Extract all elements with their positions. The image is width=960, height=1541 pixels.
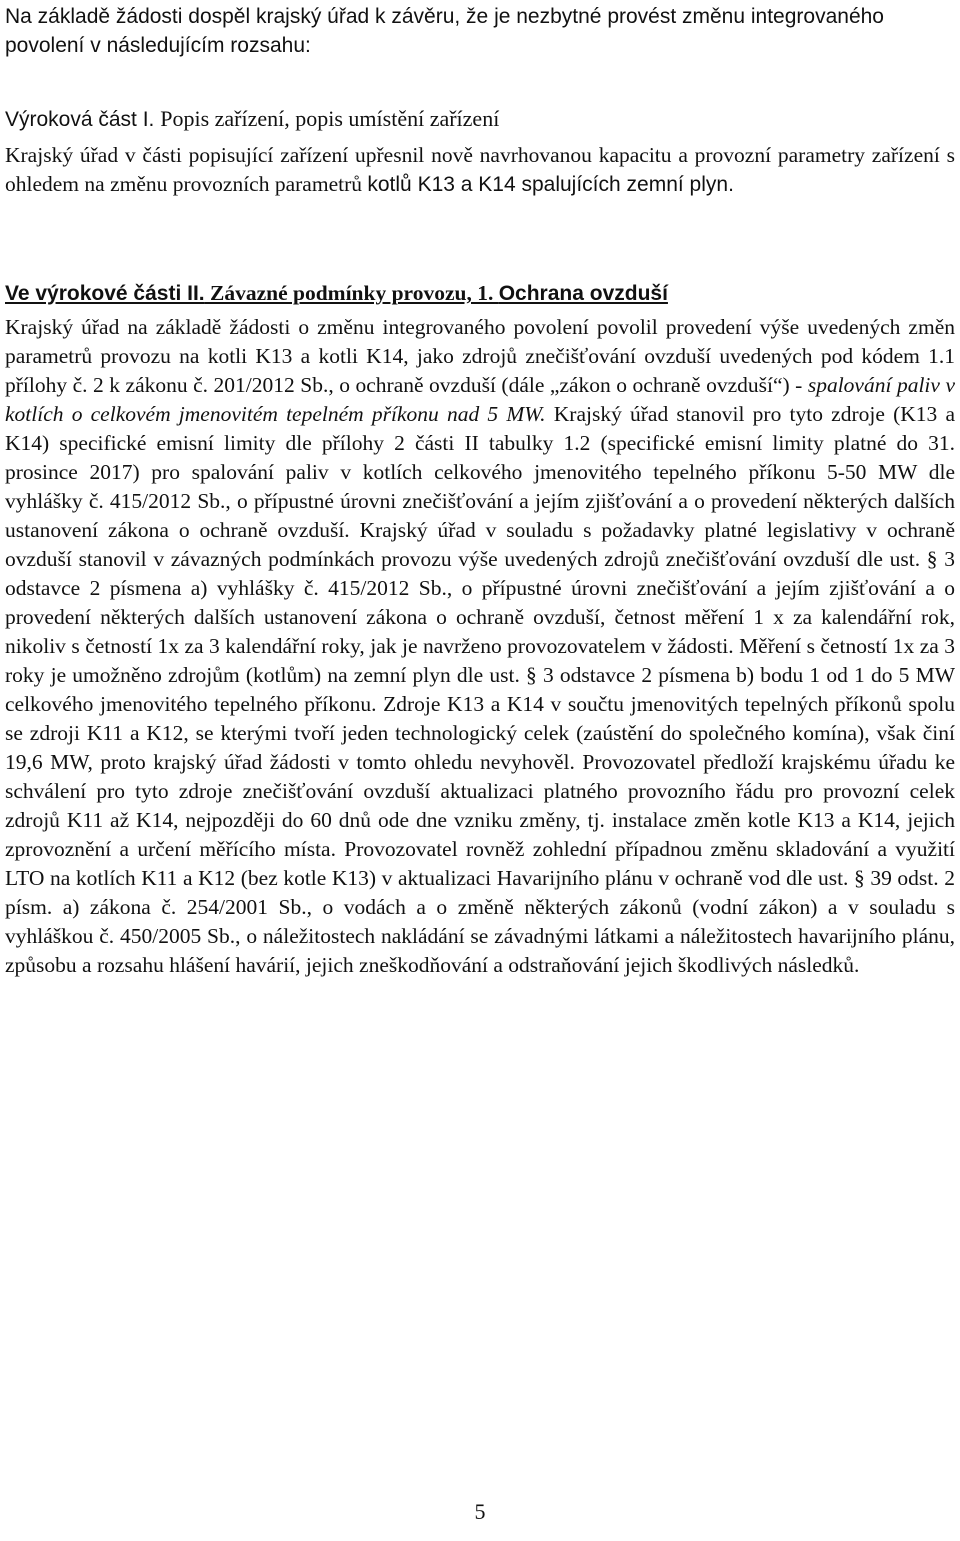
section1-heading-lead: Výroková část I.	[5, 108, 155, 131]
section2-body	[5, 313, 955, 980]
section1-body-text-sans: kotlů K13 a K14 spalujících zemní plyn.	[367, 173, 734, 196]
section2-heading-end: Ochrana ovzduší	[498, 282, 668, 305]
section1-heading-title: Popis zařízení, popis umístění zařízení	[160, 106, 500, 131]
page-number: 5	[474, 1499, 486, 1524]
section1-heading	[5, 104, 955, 134]
section1-body-text: Krajský úřad v části popisující zařízení upřesnil nově navrhovanou kapacitu a provozní parametry zařízení s ohledem na změnu provozních parametrů	[5, 143, 955, 196]
section1-body	[5, 141, 955, 199]
section2-heading-lead: Ve výrokové části II.	[5, 282, 205, 305]
section2-body-part1: Krajský úřad na základě žádosti o změnu integrovaného povolení povolil provedení výše uvedených změn parametrů provozu na kotli K13 a kotli K14, jako zdrojů znečišťování ovzduší uvedených pod kódem 1.1 přílohy č. 2 k zákonu č. 201/2012 Sb., o ochraně ovzduší (dále „zákon o ochraně ovzduší“) -	[5, 315, 955, 397]
section2-heading	[5, 279, 955, 308]
intro-paragraph: Na základě žádosti dospěl krajský úřad k závěru, že je nezbytné provést změnu integrovaného povolení v následujícím rozsahu:	[5, 5, 884, 57]
section2-body-italic: spalování paliv v kotlích o celkovém jmenovitém tepelném příkonu nad 5 MW.	[5, 373, 955, 426]
section2-heading-mid: Závazné podmínky provozu, 1.	[204, 281, 499, 305]
section2-body-part2: Krajský úřad stanovil pro tyto zdroje (K13 a K14) specifické emisní limity dle přílohy 2 části II tabulky 1.2 (specifické emisní limity platné do 31. prosince 2017) pro spalování paliv v kotlích celkového jmenovitého tepelného příkonu 5-50 MW dle vyhlášky č. 415/2012 Sb., o přípustné úrovni znečišťování a jejím zjišťování a o provedení některých dalších ustanovení zákona o ochraně ovzduší. Krajský úřad v souladu s požadavky platné legislativy v ochraně ovzduší stanovil v závazných podmínkách provozu výše uvedených zdrojů znečišťování ovzduší dle ust. § 3 odstavce 2 písmena a) vyhlášky č. 415/2012 Sb., o přípustné úrovni znečišťování a jejím zjišťování a o provedení některých dalších ustanovení zákona o ochraně ovzduší, četnost měření 1 x za kalendářní rok, nikoliv s četností 1x za 3 kalendářní roky, jak je navrženo provozovatelem v žádosti. Měření s četností 1x za 3 roky je umožněno zdrojům (kotlům) na zemní plyn dle ust. § 3 odstavce 2 písmena b) bodu 1 od 1 do 5 MW celkového jmenovitého tepelného příkonu. Zdroje K13 a K14 v součtu jmenovitých tepelných příkonů spolu se zdroji K11 a K12, se kterými tvoří jeden technologický celek (zaústění do společného komína), však činí 19,6 MW, proto krajský úřad žádosti v tomto ohledu nevyhověl. Provozovatel předloží krajskému úřadu ke schválení pro tyto zdroje znečišťování ovzduší aktualizaci platného provozního řádu pro provozní celek zdrojů K11 až K14, nejpozději do 60 dnů ode dne vzniku změny, tj. instalace změn kotle K13 a K14, jejich zprovoznění a určení měřícího místa. Provozovatel rovněž zohlední případnou změnu skladování a využití LTO na kotlích K11 a K12 (bez kotle K13) v aktualizaci Havarijního plánu v ochraně vod dle ust. § 39 odst. 2 písm. a) zákona č. 254/2001 Sb., o vodách a o změně některých zákonů (vodní zákon) a v souladu s vyhláškou č. 450/2005 Sb., o náležitostech nakládání se závadnými látkami a náležitostech havarijního plánu, způsobu a rozsahu hlášení havárií, jejich zneškodňování a odstraňování jejich škodlivých následků.	[5, 402, 955, 977]
